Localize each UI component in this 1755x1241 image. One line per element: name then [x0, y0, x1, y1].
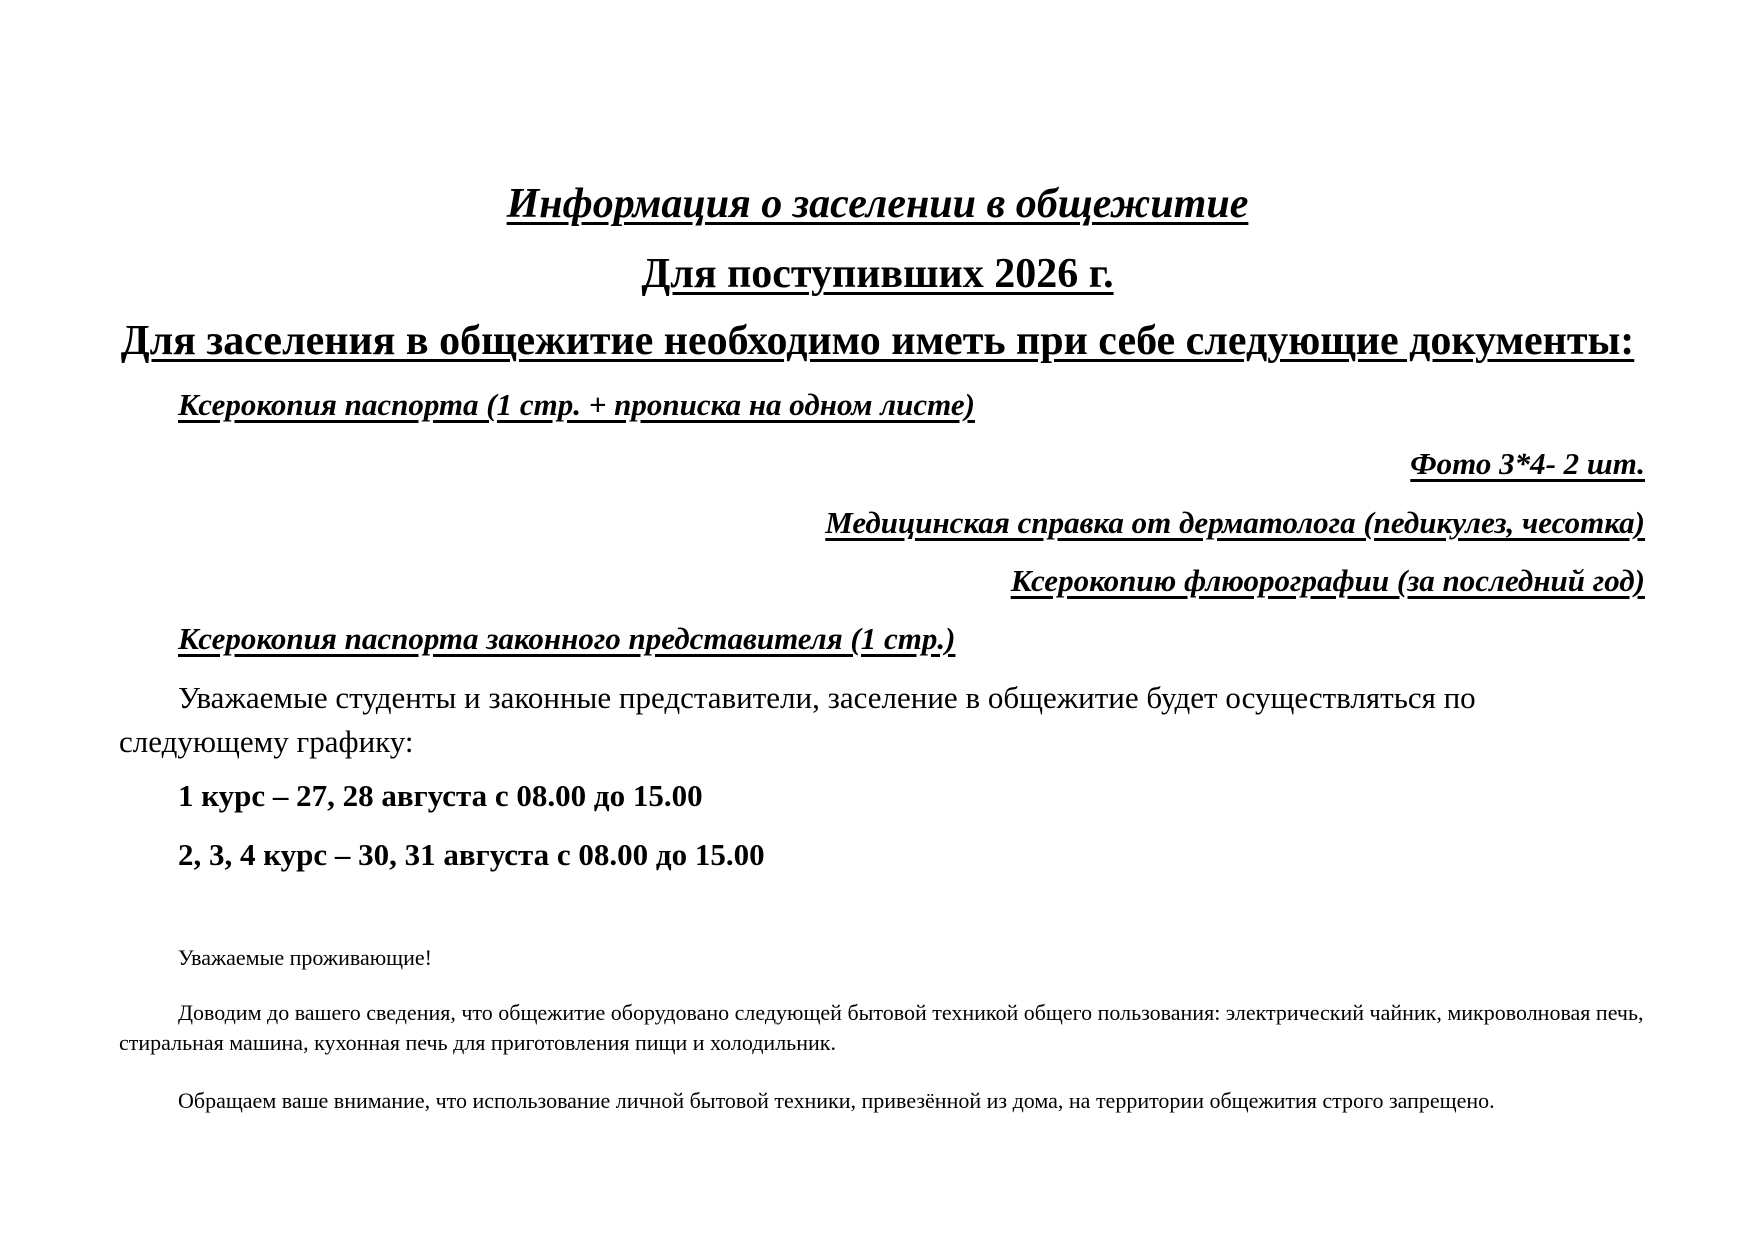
- document-item: Ксерокопия паспорта (1 стр. + прописка на одном листе): [178, 387, 975, 422]
- document-item: Ксерокопию флюорографии (за последний год): [1010, 563, 1645, 598]
- appliances-paragraph: Доводим до вашего сведения, что общежитие оборудовано следующей бытовой техникой общего пользования: электрический чайник, микроволновая печь, стиральная машина, кухонная печь для приготовления пищи и холодильник.: [119, 1000, 1644, 1055]
- schedule-item: 2, 3, 4 курс – 30, 31 августа с 08.00 до 15.00: [178, 837, 765, 872]
- schedule-intro: Уважаемые студенты и законные представители, заселение в общежитие будет осуществляться по следующему графику:: [119, 680, 1476, 759]
- page-title: Информация о заселении в общежитие: [506, 181, 1249, 227]
- schedule-item: 1 курс – 27, 28 августа с 08.00 до 15.00: [178, 778, 703, 813]
- residents-greeting: Уважаемые проживающие!: [178, 945, 432, 970]
- page-subtitle: Для поступивших 2026 г.: [641, 251, 1114, 297]
- document-item: Ксерокопия паспорта законного представителя (1 стр.): [178, 621, 956, 656]
- requirement-heading: Для заселения в общежитие необходимо иметь при себе следующие документы:: [120, 318, 1635, 364]
- document-item: Медицинская справка от дерматолога (педикулез, чесотка): [825, 505, 1645, 540]
- document-item: Фото 3*4- 2 шт.: [1410, 446, 1645, 481]
- prohibition-paragraph: Обращаем ваше внимание, что использование личной бытовой техники, привезённой из дома, на территории общежития строго запрещено.: [178, 1088, 1495, 1113]
